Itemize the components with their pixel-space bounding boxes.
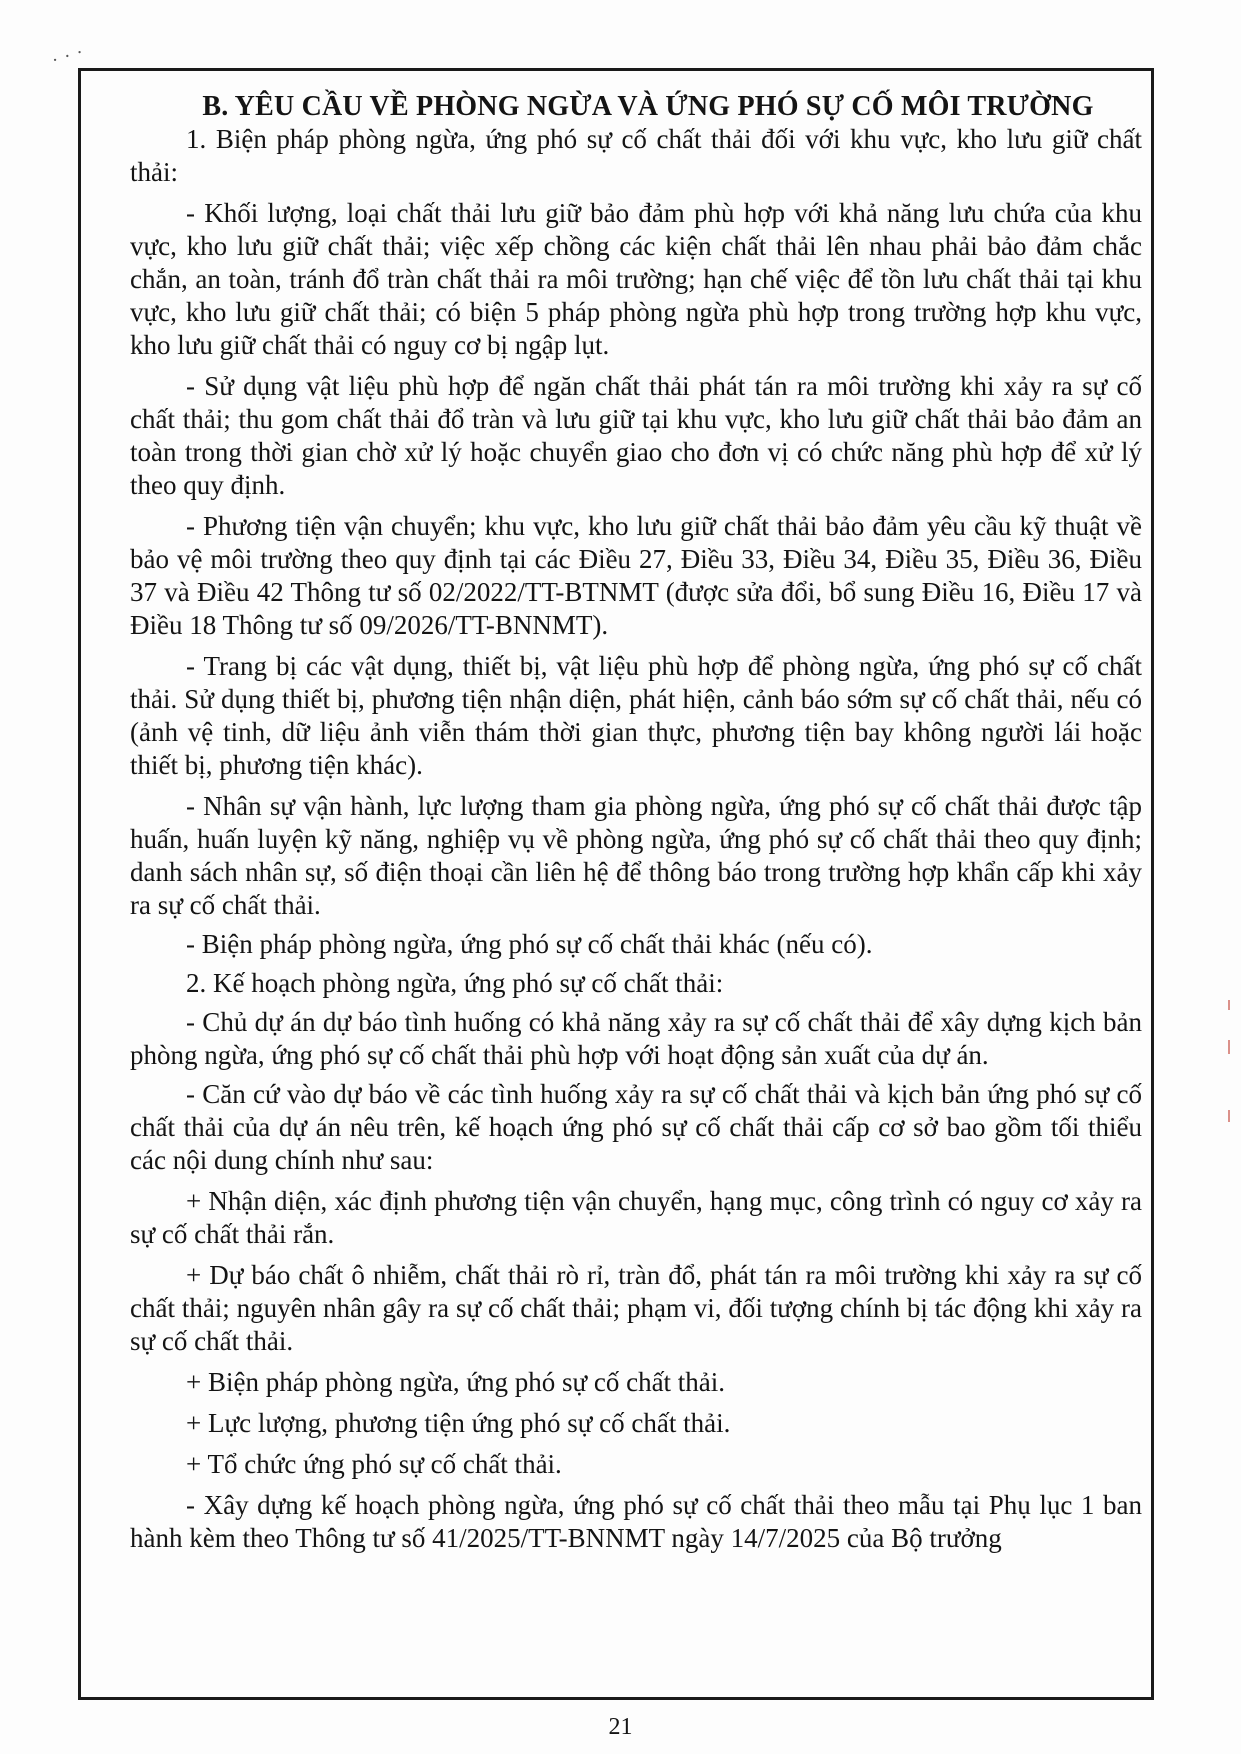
paragraph: - Nhân sự vận hành, lực lượng tham gia phòng ngừa, ứng phó sự cố chất thải được tập huấn, huấn luyện kỹ năng, nghiệp vụ về phòng ngừa, ứng phó sự cố chất thải theo quy định; danh sách nhân sự, số điện thoại cần liên hệ để thông báo trong trường hợp khẩn cấp khi xảy ra sự cố chất thải.	[130, 791, 1142, 920]
paragraph-heading-2: 2. Kế hoạch phòng ngừa, ứng phó sự cố chất thải:	[186, 968, 724, 998]
paragraph: - Biện pháp phòng ngừa, ứng phó sự cố chất thải khác (nếu có).	[186, 929, 873, 959]
paragraph: - Xây dựng kế hoạch phòng ngừa, ứng phó sự cố chất thải theo mẫu tại Phụ lục 1 ban hành kèm theo Thông tư số 41/2025/TT-BNNMT ngày 14/7/2025 của Bộ trưởng	[130, 1490, 1142, 1553]
list-item: + Nhận diện, xác định phương tiện vận chuyển, hạng mục, công trình có nguy cơ xảy ra sự cố chất thải rắn.	[130, 1186, 1142, 1249]
paragraph: - Chủ dự án dự báo tình huống có khả năng xảy ra sự cố chất thải để xây dựng kịch bản phòng ngừa, ứng phó sự cố chất thải phù hợp với hoạt động sản xuất của dự án.	[130, 1007, 1142, 1070]
edge-artifact	[1228, 1040, 1230, 1054]
edge-artifact	[1228, 1000, 1230, 1010]
page-number: 21	[608, 1714, 633, 1740]
paragraph: - Trang bị các vật dụng, thiết bị, vật liệu phù hợp để phòng ngừa, ứng phó sự cố chất thải. Sử dụng thiết bị, phương tiện nhận diện, phát hiện, cảnh báo sớm sự cố chất thải, nếu có (ảnh vệ tinh, dữ liệu ảnh viễn thám thời gian thực, phương tiện bay không người lái hoặc thiết bị, phương tiện khác).	[130, 651, 1142, 780]
paragraph-heading-1: 1. Biện pháp phòng ngừa, ứng phó sự cố chất thải đối với khu vực, kho lưu giữ chất thải:	[130, 124, 1142, 187]
list-item: + Tổ chức ứng phó sự cố chất thải.	[186, 1449, 562, 1479]
scan-artifact: ⠄⠂⠁	[52, 51, 89, 66]
list-item: + Lực lượng, phương tiện ứng phó sự cố chất thải.	[186, 1408, 731, 1438]
list-item: + Biện pháp phòng ngừa, ứng phó sự cố chất thải.	[186, 1367, 726, 1397]
list-item: + Dự báo chất ô nhiễm, chất thải rò rỉ, tràn đổ, phát tán ra môi trường khi xảy ra sự cố chất thải; nguyên nhân gây ra sự cố chất thải; phạm vi, đối tượng chính bị tác động khi xảy ra sự cố chất thải.	[130, 1260, 1142, 1356]
page-body	[130, 90, 1142, 1555]
paragraph: - Sử dụng vật liệu phù hợp để ngăn chất thải phát tán ra môi trường khi xảy ra sự cố chất thải; thu gom chất thải đổ tràn và lưu giữ tại khu vực, kho lưu giữ chất thải bảo đảm an toàn trong thời gian chờ xử lý hoặc chuyển giao cho đơn vị có chức năng phù hợp để xử lý theo quy định.	[130, 371, 1142, 500]
edge-artifact	[1228, 1110, 1230, 1122]
section-title: B. YÊU CẦU VỀ PHÒNG NGỪA VÀ ỨNG PHÓ SỰ CỐ MÔI TRƯỜNG	[202, 91, 1094, 122]
paragraph: - Căn cứ vào dự báo về các tình huống xảy ra sự cố chất thải và kịch bản ứng phó sự cố chất thải của dự án nêu trên, kế hoạch ứng phó sự cố chất thải cấp cơ sở bao gồm tối thiểu các nội dung chính như sau:	[130, 1079, 1142, 1175]
paragraph: - Phương tiện vận chuyển; khu vực, kho lưu giữ chất thải bảo đảm yêu cầu kỹ thuật về bảo vệ môi trường theo quy định tại các Điều 27, Điều 33, Điều 34, Điều 35, Điều 36, Điều 37 và Điều 42 Thông tư số 02/2022/TT-BTNMT (được sửa đổi, bổ sung Điều 16, Điều 17 và Điều 18 Thông tư số 09/2026/TT-BNNMT).	[130, 511, 1142, 640]
paragraph: - Khối lượng, loại chất thải lưu giữ bảo đảm phù hợp với khả năng lưu chứa của khu vực, kho lưu giữ chất thải; việc xếp chồng các kiện chất thải lên nhau phải bảo đảm chắc chắn, an toàn, tránh đổ tràn chất thải ra môi trường; hạn chế việc để tồn lưu chất thải tại khu vực, kho lưu giữ chất thải; có biện 5 pháp phòng ngừa phù hợp trong trường hợp khu vực, kho lưu giữ chất thải có nguy cơ bị ngập lụt.	[130, 198, 1142, 360]
